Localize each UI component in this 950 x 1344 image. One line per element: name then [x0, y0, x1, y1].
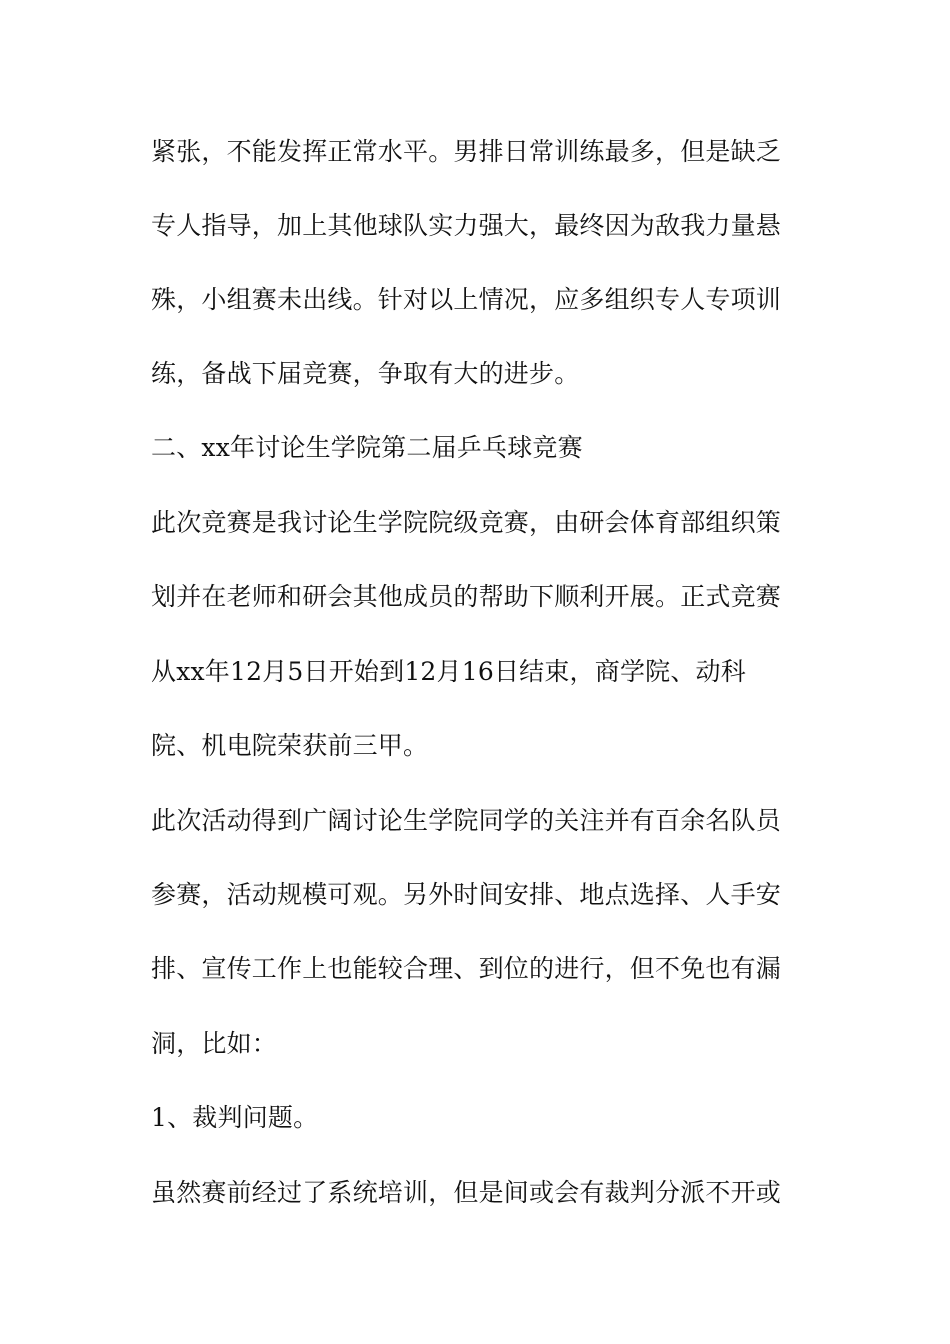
list-item-heading: 1、裁判问题。: [151, 1103, 319, 1132]
body-text-line: 虽然赛前经过了系统培训，但是间或会有裁判分派不开或: [151, 1178, 782, 1207]
body-text-line: 从xx年12月5日开始到12月16日结束，商学院、动科: [151, 657, 746, 686]
body-text-line: 划并在老师和研会其他成员的帮助下顺利开展。正式竞赛: [151, 582, 782, 611]
body-text-line: 此次活动得到广阔讨论生学院同学的关注并有百余名队员: [151, 806, 782, 835]
body-text-line: 专人指导，加上其他球队实力强大，最终因为敌我力量悬: [151, 211, 782, 240]
body-text-line: 殊，小组赛未出线。针对以上情况，应多组织专人专项训: [151, 285, 782, 314]
body-text-line: 练，备战下届竞赛，争取有大的进步。: [151, 359, 580, 388]
body-text-line: 紧张，不能发挥正常水平。男排日常训练最多，但是缺乏: [151, 137, 782, 166]
section-heading: 二、xx年讨论生学院第二届乒乓球竞赛: [151, 433, 583, 462]
body-text-line: 此次竞赛是我讨论生学院院级竞赛，由研会体育部组织策: [151, 508, 782, 537]
body-text-line: 院、机电院荣获前三甲。: [151, 731, 429, 760]
body-text-line: 洞，比如：: [151, 1029, 278, 1058]
body-text-line: 参赛，活动规模可观。另外时间安排、地点选择、人手安: [151, 880, 782, 909]
body-text-line: 排、宣传工作上也能较合理、到位的进行，但不免也有漏: [151, 954, 782, 983]
